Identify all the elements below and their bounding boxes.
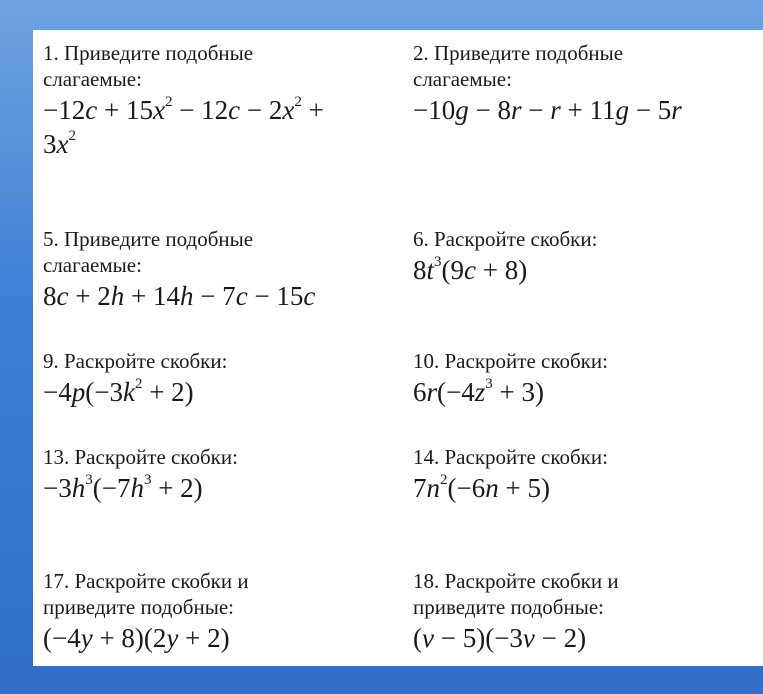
problem-2 <box>413 40 682 126</box>
problem-label: 13. Раскройте скобки: <box>43 445 238 469</box>
worksheet <box>33 30 763 666</box>
problem-17 <box>43 568 249 654</box>
problem-1 <box>43 40 324 160</box>
problem-expression: 8c + 2h + 14h − 7c − 15c <box>43 281 316 311</box>
problem-expression: (−4y + 8)(2y + 2) <box>43 623 230 653</box>
problem-label: 14. Раскройте скобки: <box>413 445 608 469</box>
problem-expression: $8t^3(9c + 8)$ <box>413 254 528 285</box>
problem-expression: $-3h^3(-7h^3 + 2)$ <box>43 472 203 503</box>
problem-5 <box>43 226 315 312</box>
problem-label: 17. Раскройте скобки и приведите подобные: <box>43 569 249 619</box>
problem-expression: $-12c + 15x^2 - 12c - 2x^2$ + <box>43 94 324 125</box>
problem-label: 6. Раскройте скобки: <box>413 227 598 251</box>
problem-label: 1. Приведите подобные слагаемые: <box>43 41 254 91</box>
problem-18 <box>413 568 619 654</box>
problem-expression: (v − 5)(−3v − 2) <box>413 623 587 653</box>
problem-label: 10. Раскройте скобки: <box>413 349 608 373</box>
problem-10 <box>413 348 608 408</box>
problem-13 <box>43 444 238 504</box>
problem-expression: $-4p(-3k^2 + 2)$ <box>43 376 194 407</box>
problem-expression: $6r(-4z^3 + 3)$ <box>413 376 544 407</box>
problem-label: 18. Раскройте скобки и приведите подобные: <box>413 569 619 619</box>
problem-6 <box>413 226 597 286</box>
problem-expression-cont: $3x^2$ <box>43 128 76 159</box>
problem-label: 9. Раскройте скобки: <box>43 349 228 373</box>
problem-label: 2. Приведите подобные слагаемые: <box>413 41 624 91</box>
problem-expression: −10g − 8r − r + 11g − 5r <box>413 95 682 125</box>
problem-14 <box>413 444 608 504</box>
problem-9 <box>43 348 227 408</box>
problem-label: 5. Приведите подобные слагаемые: <box>43 227 254 277</box>
problem-expression: $7n^2(-6n + 5)$ <box>413 472 550 503</box>
